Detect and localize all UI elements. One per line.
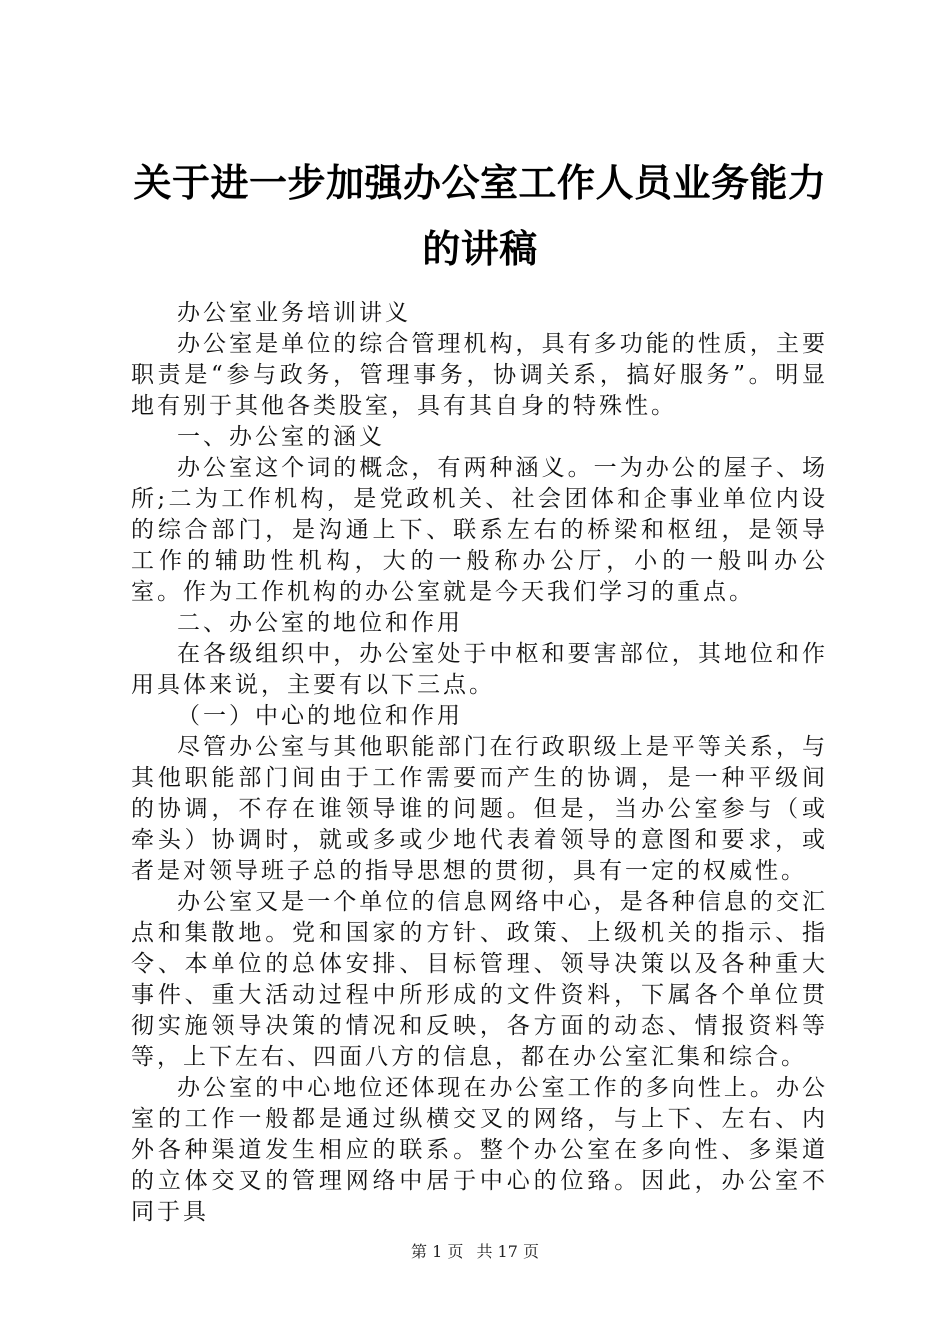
paragraph-intro: 办公室是单位的综合管理机构，具有多功能的性质，主要职责是“参与政务，管理事务，协调关系，搞好服务”。明显地有别于其他各类股室，具有其自身的特殊性。 (131, 331, 828, 419)
paragraph: 在各级组织中，办公室处于中枢和要害部位，其地位和作用具体来说，主要有以下三点。 (131, 641, 828, 698)
document-body (131, 298, 828, 1228)
paragraph-subtitle: 办公室业务培训讲义 (177, 300, 411, 326)
document-title: 关于进一步加强办公室工作人员业务能力的讲稿 (133, 161, 827, 271)
paragraph: 办公室这个词的概念，有两种涵义。一为办公的屋子、场所;二为工作机构，是党政机关、社会团体和企事业单位内设的综合部门，是沟通上下、联系左右的桥梁和枢纽，是领导工作的辅助性机构，大的一般称办公厅，小的一般叫办公室。作为工作机构的办公室就是今天我们学习的重点。 (131, 455, 828, 605)
section-heading-2: 二、办公室的地位和作用 (177, 610, 463, 636)
paragraph: 尽管办公室与其他职能部门在行政职级上是平等关系，与其他职能部门间由于工作需要而产生的协调，是一种平级间的协调，不存在谁领导谁的问题。但是，当办公室参与（或牵头）协调时，就或多或少地代表着领导的意图和要求，或者是对领导班子总的指导思想的贯彻，具有一定的权威性。 (131, 734, 828, 884)
page-footer (0, 1242, 950, 1262)
section-heading-1: 一、办公室的涵义 (177, 424, 385, 450)
paragraph: 办公室又是一个单位的信息网络中心，是各种信息的交汇点和集散地。党和国家的方针、政策、上级机关的指示、指令、本单位的总体安排、目标管理、领导决策以及各种重大事件、重大活动过程中所形成的文件资料，下属各个单位贯彻实施领导决策的情况和反映，各方面的动态、情报资料等等，上下左右、四面八方的信息，都在办公室汇集和综合。 (131, 889, 828, 1070)
page-total: 共 17 页 (476, 1242, 539, 1261)
page-number: 第 1 页 (411, 1242, 464, 1261)
subsection-heading-1: （一）中心的地位和作用 (177, 703, 463, 729)
paragraph: 办公室的中心地位还体现在办公室工作的多向性上。办公室的工作一般都是通过纵横交叉的网络，与上下、左右、内外各种渠道发生相应的联系。整个办公室在多向性、多渠道的立体交叉的管理网络中居于中心的位臵。因此，办公室不同于具 (131, 1075, 828, 1225)
